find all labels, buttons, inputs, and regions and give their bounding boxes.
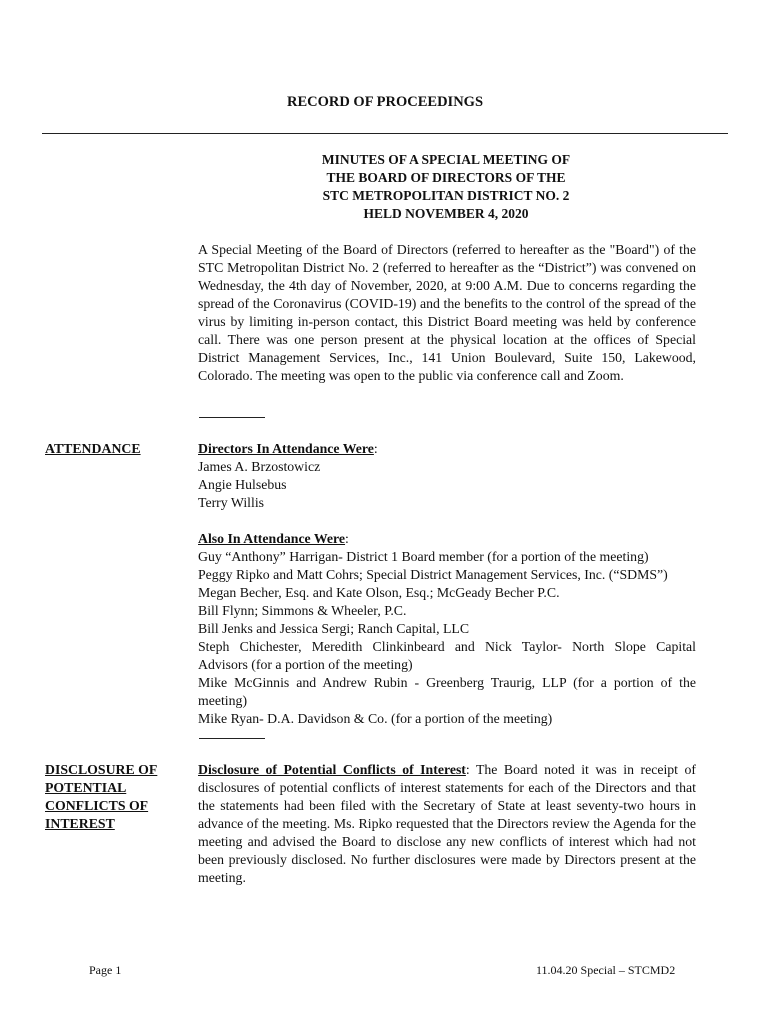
attendee: Bill Flynn; Simmons & Wheeler, P.C.	[198, 603, 407, 618]
attendee: Bill Jenks and Jessica Sergi; Ranch Capital, LLC	[198, 621, 470, 636]
minutes-heading-line: HELD NOVEMBER 4, 2020	[363, 206, 529, 221]
attendee-continued: meeting)	[198, 693, 248, 708]
attendee: Steph Chichester, Meredith Clinkinbeard and Nick Taylor- North Slope Capital	[198, 639, 696, 654]
minutes-heading-line: THE BOARD OF DIRECTORS OF THE	[326, 170, 566, 185]
attendee: Guy “Anthony” Harrigan- District 1 Board member (for a portion of the meeting)	[198, 549, 649, 564]
section-divider	[199, 738, 265, 739]
attendee: Mike McGinnis and Andrew Rubin - Greenberg Traurig, LLP (for a portion of the	[198, 675, 696, 690]
minutes-heading-line: STC METROPOLITAN DISTRICT NO. 2	[322, 188, 570, 203]
section-divider	[199, 417, 265, 418]
minutes-heading-line: MINUTES OF A SPECIAL MEETING OF	[321, 152, 571, 167]
director-name: James A. Brzostowicz	[198, 459, 321, 474]
disclosure-heading: Disclosure of Potential Conflicts of Interest	[198, 762, 466, 777]
document-title: RECORD OF PROCEEDINGS	[286, 94, 484, 110]
attendance-section: Directors In Attendance Were: James A. Brzostowicz Angie Hulsebus Terry Willis Also In Attendance Were: Guy “Anthony” Harrigan- District 1 Board member (for a portion of the meeting) Peggy Ripko and Matt Cohrs; Special District Management Services, Inc. (“SDMS”) Megan Becher, Esq. and Kate Olson, Esq.; McGeady Becher P.C. Bill Flynn; Simmons & Wheeler, P.C. Bill Jenks and Jessica Sergi; Ranch Capital, LLC Steph Chichester, Meredith Clinkinbeard and Nick Taylor- North Slope Capital Advisors (for a portion of the meeting) Mike McGinnis and Andrew Rubin - Greenberg Traurig, LLP (for a portion of the meeting) Mike Ryan- D.A. Davidson & Co. (for a portion of the meeting)	[198, 441, 696, 726]
director-name: Terry Willis	[198, 495, 265, 510]
disclosure-label-line: INTEREST	[45, 816, 115, 831]
attendee: Mike Ryan- D.A. Davidson & Co. (for a portion of the meeting)	[198, 711, 553, 726]
director-name: Angie Hulsebus	[198, 477, 287, 492]
disclosure-label-line: POTENTIAL	[45, 780, 127, 795]
page-number: Page 1	[89, 963, 122, 977]
document-id: 11.04.20 Special – STCMD2	[536, 963, 676, 977]
attendee: Peggy Ripko and Matt Cohrs; Special District Management Services, Inc. (“SDMS”)	[198, 567, 668, 582]
disclosure-text: : The Board noted it was in receipt of disclosures of potential conflicts of interest statements for each of the Directors and that the statements had been filed with the Secretary of State at least seventy-two hours in advance of the meeting. Ms. Ripko requested that the Directors review the Agenda for the meeting and advised the Board to disclose any new conflicts of interest which had not been previously disclosed. No further disclosures were made by Directors present at the meeting.	[198, 762, 696, 885]
also-attending-heading: Also In Attendance Were	[198, 531, 346, 546]
attendance-label: ATTENDANCE	[45, 441, 141, 456]
minutes-heading	[196, 151, 696, 223]
disclosure-label-line: CONFLICTS OF	[45, 798, 149, 813]
directors-heading: Directors In Attendance Were	[198, 441, 374, 456]
attendee-continued: Advisors (for a portion of the meeting)	[198, 657, 413, 672]
disclosure-paragraph	[198, 761, 696, 887]
disclosure-label-line: DISCLOSURE OF	[45, 762, 158, 777]
intro-paragraph: A Special Meeting of the Board of Directors (referred to hereafter as the "Board") of the STC Metropolitan District No. 2 (referred to hereafter as the “District”) was convened on Wednesday, the 4th day of November, 2020, at 9:00 A.M. Due to concerns regarding the spread of the Coronavirus (COVID-19) and the benefits to the control of the spread of the virus by limiting in-person contact, this District Board meeting was held by conference call. There was one person present at the physical location at the offices of Special District Management Services, Inc., 141 Union Boulevard, Suite 150, Lakewood, Colorado. The meeting was open to the public via conference call and Zoom.	[198, 242, 696, 383]
header-rule	[42, 133, 728, 134]
disclosure-label	[45, 761, 157, 833]
attendee: Megan Becher, Esq. and Kate Olson, Esq.; McGeady Becher P.C.	[198, 585, 560, 600]
